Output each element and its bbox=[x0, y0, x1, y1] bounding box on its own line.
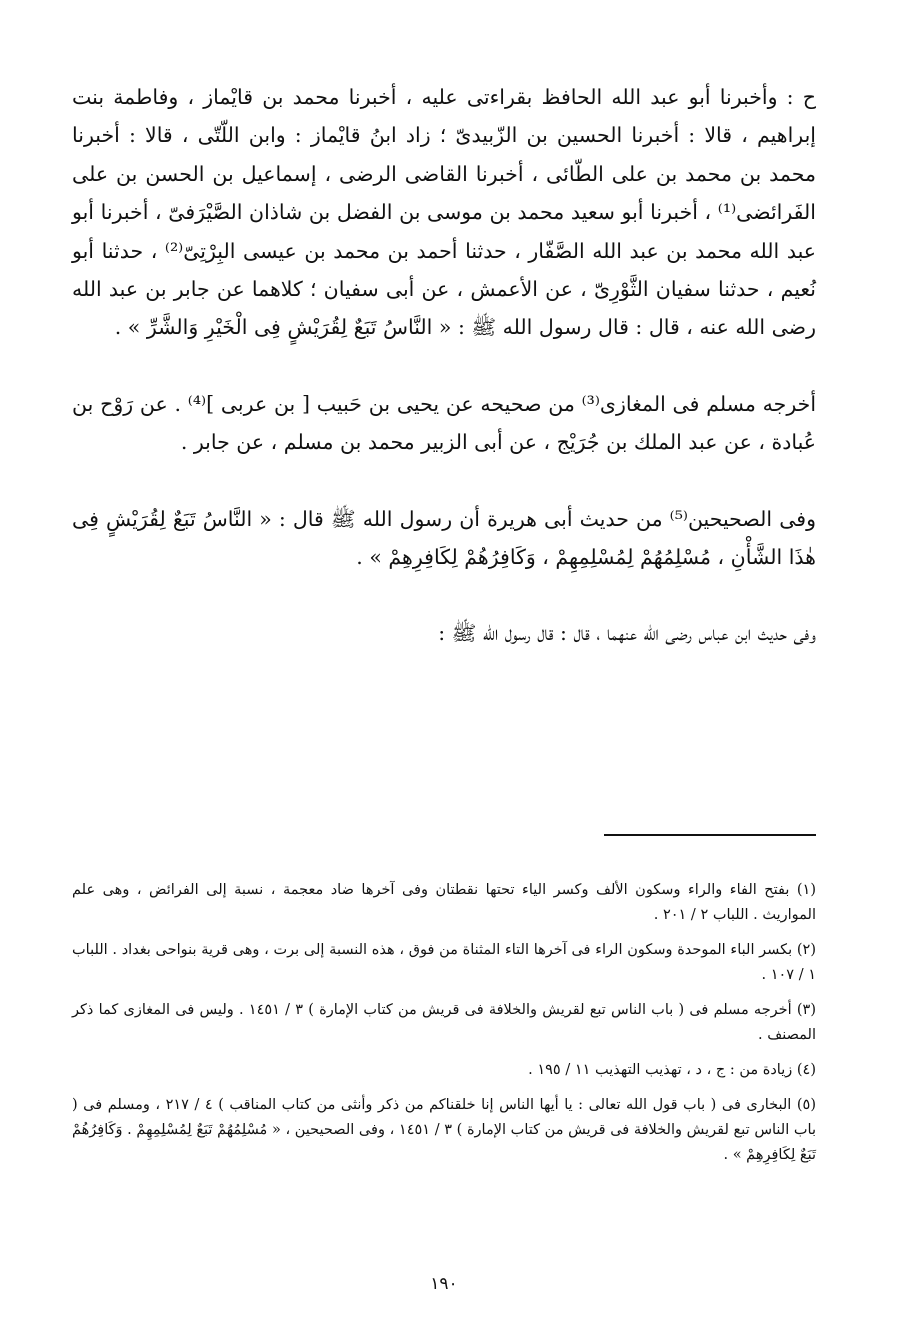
footnote-1: (١) بفتح الفاء والراء وسكون الألف وكسر الياء تحتها نقطتان وفى آخرها ضاد معجمة ، نسبة إلى الفرائض ، وهى علم المواريث . اللباب ٢ / ٢٠١ . bbox=[72, 882, 816, 923]
paragraph-muslim-source: أخرجه مسلم فى المغازى⁽³⁾ من صحيحه عن يحيى بن حَبيب [ بن عربى ]⁽⁴⁾ . عن رَوْح بن عُبادة ، عن عبد الملك بن جُرَيْج ، عن أبى الزبير محمد بن مسلم ، عن جابر . bbox=[72, 391, 817, 455]
paragraph-chain-of-narration: ح : وأخبرنا أبو عبد الله الحافظ بقراءتى عليه ، أخبرنا محمد بن قايْماز ، وفاطمة بنت إبراهيم ، قالا : أخبرنا الحسين بن الزّبيدىّ ؛ زاد ابنُ قايْماز : وابن اللّتّى ، قالا : أخبرنا محمد بن محمد بن على الطّائى ، أخبرنا القاضى الرضى ، إسماعيل بن الحسن بن على الفَرائضى⁽¹⁾ ، أخبرنا أبو سعيد محمد بن موسى بن الفضل بن شاذان الصَّيْرَفىّ ، أخبرنا أبو عبد الله محمد بن عبد الله الصَّفّار ، حدثنا أحمد بن محمد بن عيسى البِرْتِىّ⁽²⁾ ، حدثنا أبو نُعيم ، حدثنا سفيان الثَّوْرِىّ ، عن الأعمش ، عن أبى سفيان ؛ كلاهما عن جابر بن عبد الله رضى الله عنه ، قال : قال رسول الله ﷺ : « النَّاسُ تَبَعٌ لِقُرَيْشٍ فِى الْخَيْرِ وَالشَّرِّ » . bbox=[72, 85, 816, 340]
main-text bbox=[72, 78, 816, 653]
page-number: ١٩٠ bbox=[430, 1274, 458, 1294]
footnotes bbox=[72, 878, 816, 1178]
footnote-5: (٥) البخارى فى ( باب قول الله تعالى : يا أيها الناس إنا خلقناكم من ذكر وأنثى من كتاب المناقب ) ٤ / ٢١٧ ، ومسلم فى ( باب الناس تبع لقريش والخلافة فى قريش من كتاب الإمارة ) ٣ / ١٤٥١ ، وفى الصحيحين ، « مُسْلِمُهُمْ تَبَعٌ لِمُسْلِمِهِمْ . وَكَافِرُهُمْ تَبَعٌ لِكَافِرِهِمْ » . bbox=[72, 1097, 816, 1163]
paragraph-ibn-abbas: وفى حديث ابن عباس رضى الله عنهما ، قال : قال رسول الله ﷺ : bbox=[438, 621, 816, 646]
book-page bbox=[72, 78, 816, 1308]
footnote-4: (٤) زيادة من : ج ، د ، تهذيب التهذيب ١١ / ١٩٥ . bbox=[528, 1062, 816, 1078]
footnote-divider bbox=[604, 834, 816, 836]
footnote-3: (٣) أخرجه مسلم فى ( باب الناس تبع لقريش والخلافة فى قريش من كتاب الإمارة ) ٣ / ١٤٥١ . وليس فى المغازى كما ذكر المصنف . bbox=[72, 1002, 816, 1043]
footnote-2: (٢) بكسر الباء الموحدة وسكون الراء فى آخرها التاء المثناة من فوق ، هذه النسبة إلى برت ، وهى قرية بنواحى بغداد . اللباب ١ / ١٠٧ . bbox=[72, 942, 816, 983]
paragraph-sahihayn: وفى الصحيحين⁽⁵⁾ من حديث أبى هريرة أن رسول الله ﷺ قال : « النَّاسُ تَبَعٌ لِقُرَيْشٍ فِى هٰذَا الشَّأْنِ ، مُسْلِمُهُمْ لِمُسْلِمِهِمْ ، وَكَافِرُهُمْ لِكَافِرِهِمْ » . bbox=[72, 506, 816, 570]
